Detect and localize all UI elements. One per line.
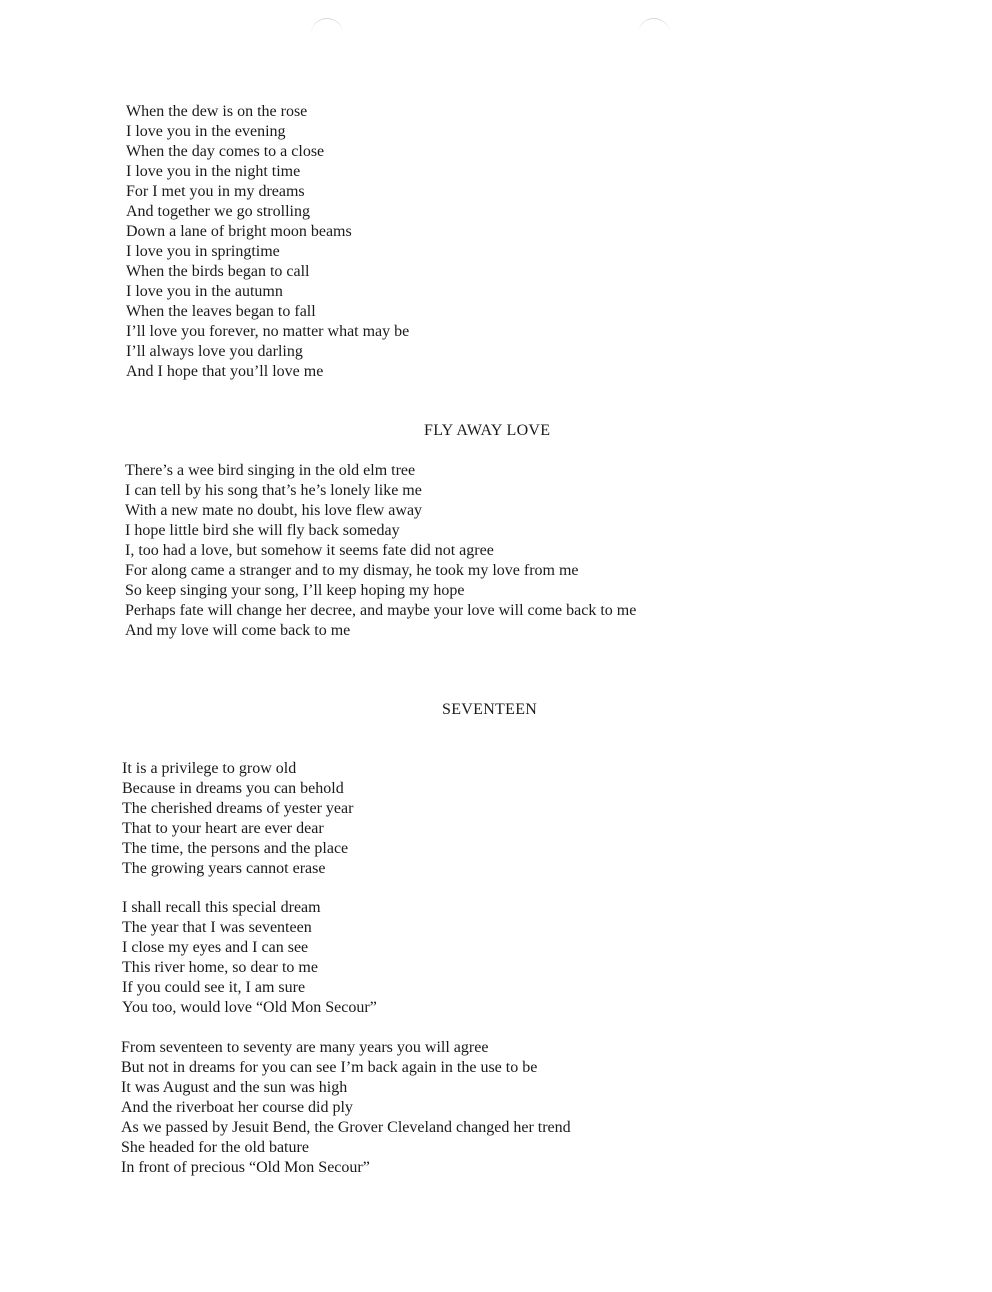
poem-line: In front of precious “Old Mon Secour”: [121, 1159, 370, 1176]
poem-line: When the dew is on the rose: [126, 103, 308, 120]
poem-line: There’s a wee bird singing in the old elm tree: [125, 462, 416, 479]
poem-line: Because in dreams you can behold: [122, 780, 344, 797]
poem-line: As we passed by Jesuit Bend, the Grover Cleveland changed her trend: [121, 1119, 571, 1136]
poem-line: The growing years cannot erase: [122, 860, 326, 877]
poem-line: I love you in springtime: [126, 243, 280, 260]
poem-line: That to your heart are ever dear: [122, 820, 324, 837]
poem-line: I can tell by his song that’s he’s lonely like me: [125, 482, 422, 499]
poem-line: When the birds began to call: [126, 263, 310, 280]
poem-line: I love you in the evening: [126, 123, 286, 140]
poem-line: I’ll always love you darling: [126, 343, 303, 360]
poem-line: And together we go strolling: [126, 203, 310, 220]
poem-continuation: [126, 102, 409, 382]
poem-title-fly-away-love: FLY AWAY LOVE: [424, 422, 551, 439]
poem-line: With a new mate no doubt, his love flew away: [125, 502, 423, 519]
poem-line: I shall recall this special dream: [122, 899, 321, 916]
poem-line: This river home, so dear to me: [122, 959, 318, 976]
poem-line: I love you in the autumn: [126, 283, 283, 300]
poem-fly-away-love: [125, 461, 636, 641]
poem-line: I love you in the night time: [126, 163, 301, 180]
poem-seventeen-stanza-2: [122, 898, 377, 1018]
poem-line: Perhaps fate will change her decree, and maybe your love will come back to me: [125, 602, 637, 619]
poem-line: The year that I was seventeen: [122, 919, 312, 936]
poem-line: It is a privilege to grow old: [122, 760, 297, 777]
poem-line: For along came a stranger and to my dismay, he took my love from me: [125, 562, 579, 579]
poem-title-seventeen: SEVENTEEN: [442, 701, 538, 718]
poem-line: When the day comes to a close: [126, 143, 325, 160]
poem-line: You too, would love “Old Mon Secour”: [122, 999, 377, 1016]
poem-line: It was August and the sun was high: [121, 1079, 348, 1096]
poem-line: And I hope that you’ll love me: [126, 363, 324, 380]
poem-line: I’ll love you forever, no matter what may be: [126, 323, 410, 340]
poem-seventeen-stanza-3: [121, 1038, 571, 1178]
poem-line: For I met you in my dreams: [126, 183, 305, 200]
poem-line: I, too had a love, but somehow it seems fate did not agree: [125, 542, 494, 559]
poem-line: When the leaves began to fall: [126, 303, 316, 320]
poem-line: The time, the persons and the place: [122, 840, 349, 857]
poem-line: If you could see it, I am sure: [122, 979, 306, 996]
poem-line: The cherished dreams of yester year: [122, 800, 354, 817]
poem-line: She headed for the old bature: [121, 1139, 309, 1156]
poem-line: So keep singing your song, I’ll keep hoping my hope: [125, 582, 465, 599]
poem-line: And my love will come back to me: [125, 622, 351, 639]
poem-line: But not in dreams for you can see I’m back again in the use to be: [121, 1059, 538, 1076]
poem-line: Down a lane of bright moon beams: [126, 223, 352, 240]
poem-line: And the riverboat her course did ply: [121, 1099, 353, 1116]
poem-line: From seventeen to seventy are many years you will agree: [121, 1039, 489, 1056]
punch-hole-left: [311, 18, 343, 35]
poem-line: I close my eyes and I can see: [122, 939, 309, 956]
poem-seventeen-stanza-1: [122, 759, 353, 879]
poem-line: I hope little bird she will fly back someday: [125, 522, 400, 539]
punch-hole-right: [638, 18, 670, 35]
